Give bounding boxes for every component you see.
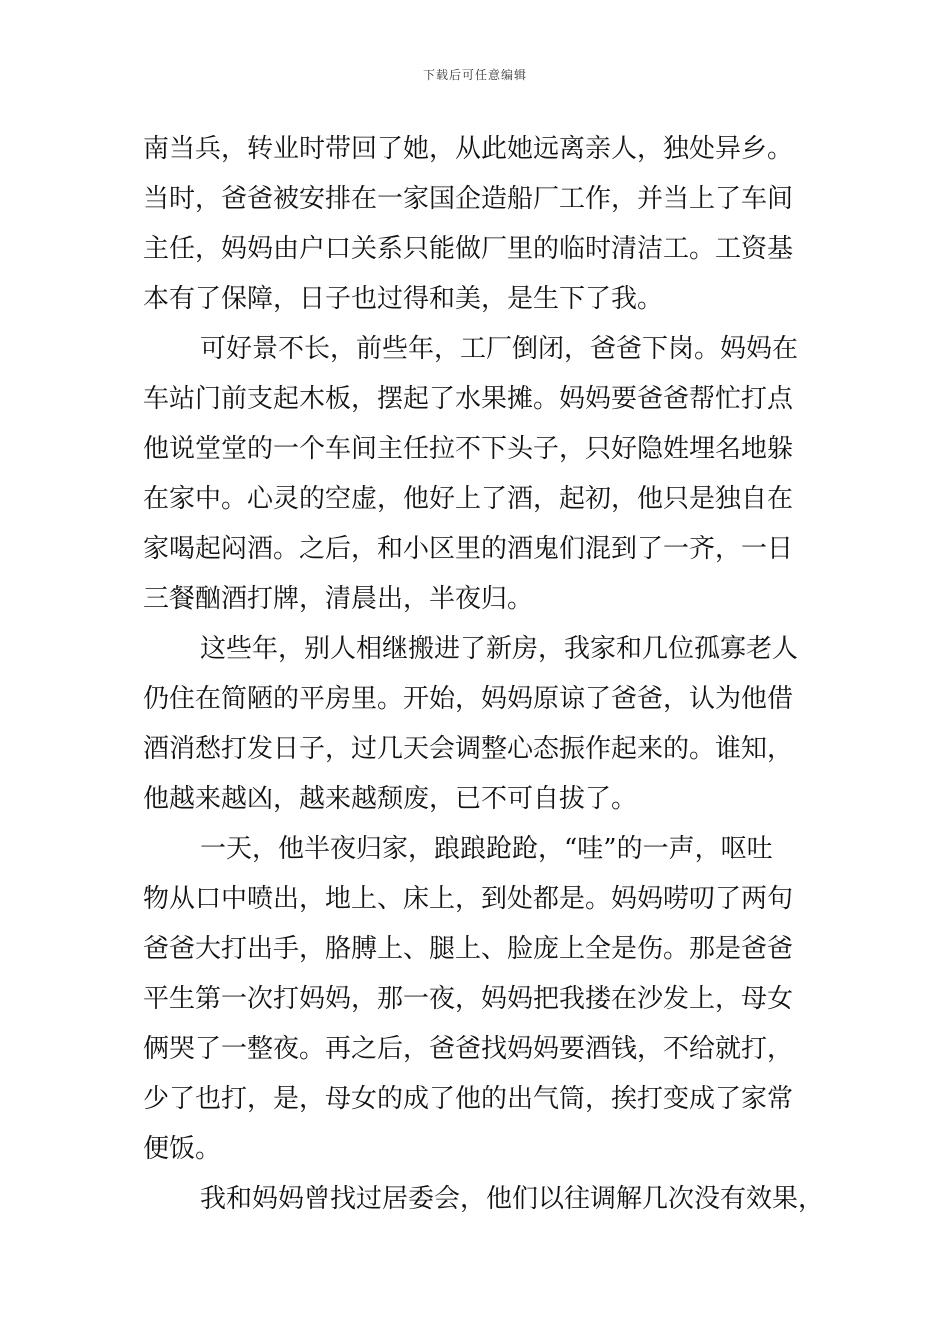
text-line: 可好景不长，前些年，工厂倒闭，爸爸下岗。妈妈在 bbox=[200, 334, 799, 364]
text-line: 主任，妈妈由户口关系只能做厂里的临时清洁工。工资基 bbox=[143, 234, 794, 264]
text-line: 当时，爸爸被安排在一家国企造船厂工作，并当上了车间 bbox=[143, 184, 794, 214]
text-line: 南当兵，转业时带回了她，从此她远离亲人，独处异乡。 bbox=[143, 134, 794, 164]
text-line: 在家中。心灵的空虚，他好上了酒，起初，他只是独自在 bbox=[143, 484, 794, 514]
text-line: 家喝起闷酒。之后，和小区里的酒鬼们混到了一齐，一日 bbox=[143, 534, 794, 564]
text-line: 俩哭了一整夜。再之后，爸爸找妈妈要酒钱，不给就打， bbox=[143, 1034, 794, 1064]
text-line: 这些年，别人相继搬进了新房，我家和几位孤寡老人 bbox=[200, 634, 799, 664]
text-line: 物从口中喷出，地上、床上，到处都是。妈妈唠叨了两句 bbox=[143, 884, 794, 914]
text-line: 仍住在简陋的平房里。开始，妈妈原谅了爸爸，认为他借 bbox=[143, 684, 794, 714]
text-line: 少了也打，是，母女的成了他的出气筒，挨打变成了家常 bbox=[143, 1084, 794, 1114]
text-line: 本有了保障，日子也过得和美，是生下了我。 bbox=[143, 284, 664, 314]
document-body bbox=[143, 124, 825, 1224]
text-line: 三餐酗酒打牌，清晨出，半夜归。 bbox=[143, 584, 534, 614]
text-line: 他越来越凶，越来越颓废，已不可自拔了。 bbox=[143, 784, 638, 814]
text-line: 我和妈妈曾找过居委会，他们以往调解几次没有效果， bbox=[200, 1184, 825, 1214]
text-line: 一天，他半夜归家，踉踉跄跄，“哇”的一声，呕吐 bbox=[200, 834, 773, 864]
text-line: 平生第一次打妈妈，那一夜，妈妈把我搂在沙发上，母女 bbox=[143, 984, 794, 1014]
text-line: 他说堂堂的一个车间主任拉不下头子，只好隐姓埋名地躲 bbox=[143, 434, 794, 464]
text-line: 便饭。 bbox=[143, 1134, 222, 1164]
text-line: 酒消愁打发日子，过几天会调整心态振作起来的。谁知， bbox=[143, 734, 794, 764]
text-line: 爸爸大打出手，胳膊上、腿上、脸庞上全是伤。那是爸爸 bbox=[143, 934, 794, 964]
text-line: 车站门前支起木板，摆起了水果摊。妈妈要爸爸帮忙打点 bbox=[143, 384, 794, 414]
page-header: 下载后可任意编辑 bbox=[422, 68, 527, 82]
